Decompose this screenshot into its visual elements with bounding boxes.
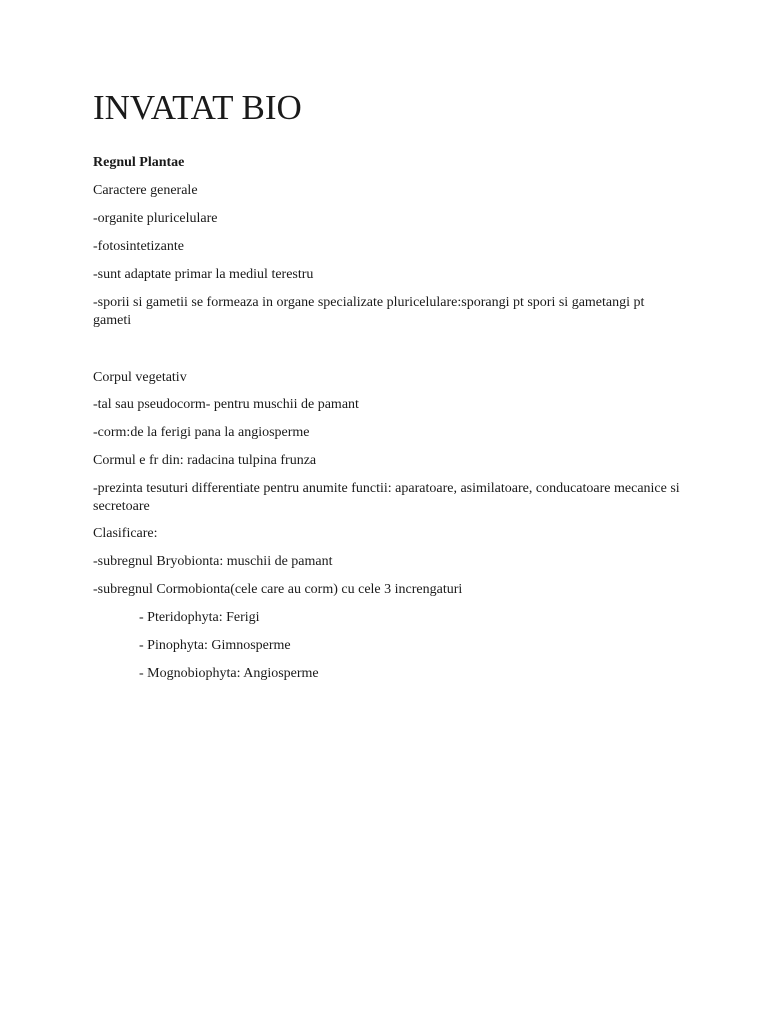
- general-item: -fotosintetizante: [93, 239, 184, 254]
- vegetative-item: -corm:de la ferigi pana la angiosperme: [93, 425, 310, 440]
- classification-label: Clasificare:: [93, 526, 158, 541]
- vegetative-item: -prezinta tesuturi differentiate pentru anumite functii: aparatoare, asimilatoare, conducatoare mecanice si secretoare: [93, 481, 680, 514]
- classification-subitem: - Pteridophyta: Ferigi: [139, 610, 260, 625]
- classification-subitem: - Pinophyta: Gimnosperme: [139, 638, 291, 653]
- vegetative-label: Corpul vegetativ: [93, 370, 187, 385]
- classification-subitem: - Mognobiophyta: Angiosperme: [139, 666, 319, 681]
- general-item: -sporii si gametii se formeaza in organe specializate pluricelulare:sporangi pt spori si gametangi pt gameti: [93, 295, 645, 328]
- classification-item: -subregnul Cormobionta(cele care au corm) cu cele 3 increngaturi: [93, 582, 463, 597]
- section-heading: Regnul Plantae: [93, 155, 185, 170]
- classification-item: -subregnul Bryobionta: muschii de pamant: [93, 554, 333, 569]
- document-title: INVATAT BIO: [93, 88, 302, 127]
- general-item: -sunt adaptate primar la mediul terestru: [93, 267, 314, 282]
- vegetative-item: -tal sau pseudocorm- pentru muschii de pamant: [93, 397, 359, 412]
- general-label: Caractere generale: [93, 183, 198, 198]
- vegetative-item: Cormul e fr din: radacina tulpina frunza: [93, 453, 317, 468]
- general-item: -organite pluricelulare: [93, 211, 218, 226]
